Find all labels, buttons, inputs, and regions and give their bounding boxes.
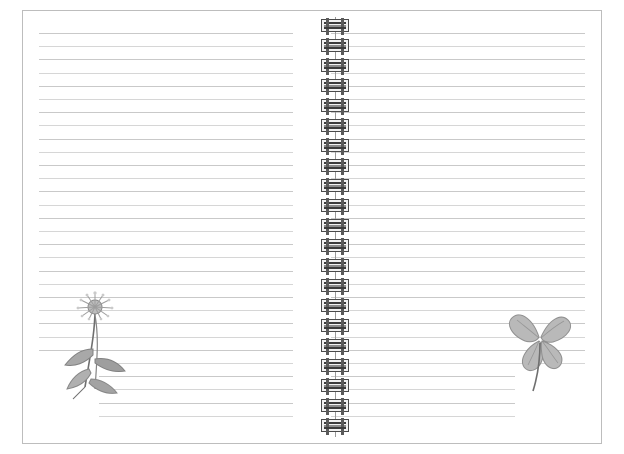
coil-peg-left [326,338,329,355]
coil-peg-left [326,298,329,315]
binding-coil [321,59,349,72]
coil-peg-left [326,238,329,255]
coil-peg-left [326,378,329,395]
rule-line [39,59,293,60]
coil-peg-right [341,238,344,255]
rule-line [331,99,585,100]
notebook [22,10,602,444]
coil-peg-right [341,98,344,115]
pressed-four-leaf-clover-icon [497,303,583,395]
coil-peg-left [326,138,329,155]
coil-peg-right [341,158,344,175]
rule-line [39,244,293,245]
coil-peg-right [341,18,344,35]
rule-line [331,284,585,285]
coil-peg-right [341,138,344,155]
binding-coil [321,299,349,312]
binding-coil [321,119,349,132]
rule-line [39,99,293,100]
coil-peg-right [341,198,344,215]
coil-peg-right [341,298,344,315]
coil-peg-right [341,218,344,235]
rule-line [39,231,293,232]
rule-line [39,271,293,272]
rule-line [331,271,585,272]
rule-line [331,231,585,232]
coil-peg-left [326,98,329,115]
binding-coil [321,339,349,352]
rule-line [99,403,293,404]
coil-peg-left [326,358,329,375]
binding-coil [321,139,349,152]
coil-peg-left [326,158,329,175]
rule-line [331,389,515,390]
binding-coil [321,219,349,232]
rule-line [39,139,293,140]
binding-coil [321,419,349,432]
binding-coil [321,319,349,332]
coil-peg-left [326,198,329,215]
rule-line [331,125,585,126]
rule-line [331,205,585,206]
coil-peg-left [326,118,329,135]
coil-peg-right [341,178,344,195]
rule-line [331,112,585,113]
rule-line [331,218,585,219]
coil-peg-right [341,378,344,395]
coil-peg-right [341,258,344,275]
rule-line [39,152,293,153]
rule-line [331,46,585,47]
coil-peg-left [326,398,329,415]
coil-peg-right [341,338,344,355]
coil-peg-right [341,278,344,295]
rule-line [331,297,585,298]
coil-peg-right [341,418,344,435]
left-page[interactable] [23,11,307,443]
binding-coil [321,199,349,212]
binding-coil [321,379,349,392]
rule-line [331,257,585,258]
rule-line [39,46,293,47]
binding-coil [321,239,349,252]
rule-line [39,178,293,179]
rule-line [39,218,293,219]
rule-line [331,244,585,245]
rule-line [331,416,515,417]
coil-peg-left [326,18,329,35]
rule-line [39,257,293,258]
coil-peg-left [326,318,329,335]
rule-line [331,33,585,34]
rule-line [331,86,585,87]
rule-line [39,73,293,74]
rule-line [331,59,585,60]
spiral-binding [314,17,356,437]
rule-line [331,403,515,404]
right-page[interactable] [317,11,601,443]
binding-coil [321,259,349,272]
rule-line [39,284,293,285]
binding-coil [321,79,349,92]
coil-peg-right [341,398,344,415]
rule-line [331,376,515,377]
binding-coil [321,279,349,292]
rule-line [39,165,293,166]
coil-peg-right [341,318,344,335]
binding-coil [321,19,349,32]
rule-line [331,191,585,192]
rule-line [39,125,293,126]
rule-line [39,205,293,206]
rule-line [39,191,293,192]
coil-peg-left [326,218,329,235]
binding-coil [321,399,349,412]
coil-peg-right [341,78,344,95]
coil-peg-left [326,278,329,295]
coil-peg-left [326,178,329,195]
rule-line [331,165,585,166]
binding-coil [321,39,349,52]
rule-line [39,112,293,113]
rule-line [331,152,585,153]
coil-peg-right [341,58,344,75]
pressed-dandelion-icon [51,291,147,401]
binding-coil [321,359,349,372]
coil-peg-right [341,358,344,375]
rule-line [99,416,293,417]
coil-peg-left [326,418,329,435]
coil-peg-left [326,58,329,75]
rule-line [39,33,293,34]
coil-peg-right [341,38,344,55]
coil-peg-left [326,38,329,55]
coil-peg-left [326,78,329,95]
coil-peg-left [326,258,329,275]
binding-coil [321,159,349,172]
rule-line [331,139,585,140]
rule-line [39,86,293,87]
binding-coil [321,99,349,112]
rule-line [331,73,585,74]
binding-coil [321,179,349,192]
coil-peg-right [341,118,344,135]
rule-line [331,178,585,179]
